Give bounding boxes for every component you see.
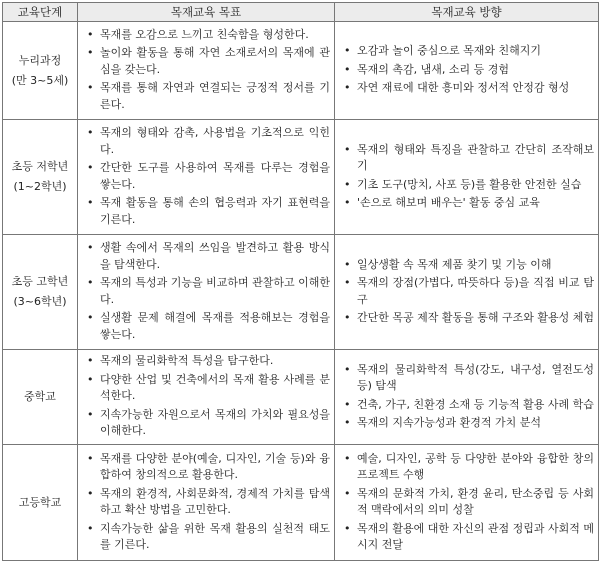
stage-cell xyxy=(3,120,78,235)
direction-item: • 건축, 가구, 친환경 소재 등 기능적 활용 사례 학습 xyxy=(357,397,594,414)
direction-item: • 목재의 지속가능성과 환경적 가치 분석 xyxy=(357,415,594,432)
table-row xyxy=(3,235,599,350)
goal-item: • 목재를 다양한 분야(예술, 디자인, 기술 등)와 융합하여 창의적으로 활용한다. xyxy=(100,451,330,484)
goal-cell xyxy=(78,235,335,350)
direction-item: • 자연 재료에 대한 흥미와 정서적 안정감 형성 xyxy=(357,80,594,97)
direction-cell xyxy=(335,445,599,561)
goal-list xyxy=(78,125,334,228)
direction-item: • 기초 도구(망치, 사포 등)를 활용한 안전한 실습 xyxy=(357,177,594,194)
stage-cell xyxy=(3,350,78,445)
direction-cell xyxy=(335,22,599,120)
header-stage: 교육단계 xyxy=(3,3,78,22)
stage-label: 초등 저학년 xyxy=(11,160,69,173)
goal-item: • 목재를 오감으로 느끼고 친숙함을 형성한다. xyxy=(100,27,330,44)
direction-list xyxy=(335,257,598,327)
direction-item: • 일상생활 속 목재 제품 찾기 및 기능 이해 xyxy=(357,257,594,274)
direction-item: • 목재의 물리화학적 특성(강도, 내구성, 열전도성 등) 탐색 xyxy=(357,362,594,395)
header-goal: 목재교육 목표 xyxy=(78,3,335,22)
direction-list xyxy=(335,451,598,554)
stage-label: 고등학교 xyxy=(18,495,62,509)
education-table xyxy=(2,2,599,561)
goal-list xyxy=(78,27,334,114)
goal-cell xyxy=(78,350,335,445)
direction-item: • 간단한 목공 제작 활동을 통해 구조와 활용성 체험 xyxy=(357,310,594,327)
stage-age: (1~2학년) xyxy=(13,180,67,193)
goal-item: • 놀이와 활동을 통해 자연 소재로서의 목재에 관심을 갖는다. xyxy=(100,45,330,78)
goal-item: • 목재를 통해 자연과 연결되는 긍정적 정서를 기른다. xyxy=(100,80,330,113)
goal-item: • 목재의 형태와 감촉, 사용법을 기초적으로 익힌다. xyxy=(100,125,330,158)
stage-cell xyxy=(3,445,78,561)
direction-list xyxy=(335,362,598,432)
goal-item: • 목재의 환경적, 사회문화적, 경제적 가치를 탐색하고 확산 방법을 고민한다. xyxy=(100,486,330,519)
stage-label: 누리과정 xyxy=(18,53,62,67)
stage-age: (3~6학년) xyxy=(13,295,67,308)
stage-age: (만 3~5세) xyxy=(11,73,69,87)
table-row xyxy=(3,120,599,235)
stage-label: 중학교 xyxy=(24,390,56,403)
goal-cell xyxy=(78,120,335,235)
direction-cell xyxy=(335,120,599,235)
direction-item: • 예술, 디자인, 공학 등 다양한 분야와 융합한 창의 프로젝트 수행 xyxy=(357,451,594,484)
goal-item: • 목재 활동을 통해 손의 협응력과 자기 표현력을 기른다. xyxy=(100,195,330,228)
table-row xyxy=(3,22,599,120)
header-direction: 목재교육 방향 xyxy=(335,3,599,22)
direction-item: • 목재의 활용에 대한 자신의 관점 정립과 사회적 메시지 전달 xyxy=(357,521,594,554)
goal-item: • 간단한 도구를 사용하여 목재를 다루는 경험을 쌓는다. xyxy=(100,160,330,193)
goal-item: • 생활 속에서 목재의 쓰임을 발견하고 활용 방식을 탐색한다. xyxy=(100,240,330,273)
goal-list xyxy=(78,240,334,343)
direction-item: • '손으로 해보며 배우는' 활동 중심 교육 xyxy=(357,195,594,212)
goal-item: • 실생활 문제 해결에 목재를 적용해보는 경험을 쌓는다. xyxy=(100,310,330,343)
goal-item: • 다양한 산업 및 건축에서의 목재 활용 사례를 분석한다. xyxy=(100,372,330,405)
goal-item: • 지속가능한 자원으로서 목재의 가치와 필요성을 이해한다. xyxy=(100,407,330,440)
goal-list xyxy=(78,451,334,554)
table-row xyxy=(3,445,599,561)
stage-label: 초등 고학년 xyxy=(11,275,69,288)
stage-cell xyxy=(3,22,78,120)
direction-item: • 목재의 장점(가볍다, 따뜻하다 등)을 직접 비교 탐구 xyxy=(357,275,594,308)
direction-item: • 오감과 놀이 중심으로 목재와 친해지기 xyxy=(357,43,594,60)
goal-cell xyxy=(78,445,335,561)
goal-list xyxy=(78,353,334,440)
header-row xyxy=(3,3,599,22)
direction-list xyxy=(335,43,598,97)
goal-cell xyxy=(78,22,335,120)
goal-item: • 목재의 특성과 기능을 비교하며 관찰하고 이해한다. xyxy=(100,275,330,308)
stage-cell xyxy=(3,235,78,350)
goal-item: • 지속가능한 삶을 위한 목재 활용의 실천적 태도를 기른다. xyxy=(100,521,330,554)
direction-item: • 목재의 문화적 가치, 환경 윤리, 탄소중립 등 사회적 맥락에서의 의미 성찰 xyxy=(357,486,594,519)
direction-list xyxy=(335,142,598,212)
table-row xyxy=(3,350,599,445)
direction-cell xyxy=(335,350,599,445)
direction-item: • 목재의 형태와 특징을 관찰하고 간단히 조작해보기 xyxy=(357,142,594,175)
direction-item: • 목재의 촉감, 냄새, 소리 등 경험 xyxy=(357,62,594,79)
goal-item: • 목재의 물리화학적 특성을 탐구한다. xyxy=(100,353,330,370)
direction-cell xyxy=(335,235,599,350)
